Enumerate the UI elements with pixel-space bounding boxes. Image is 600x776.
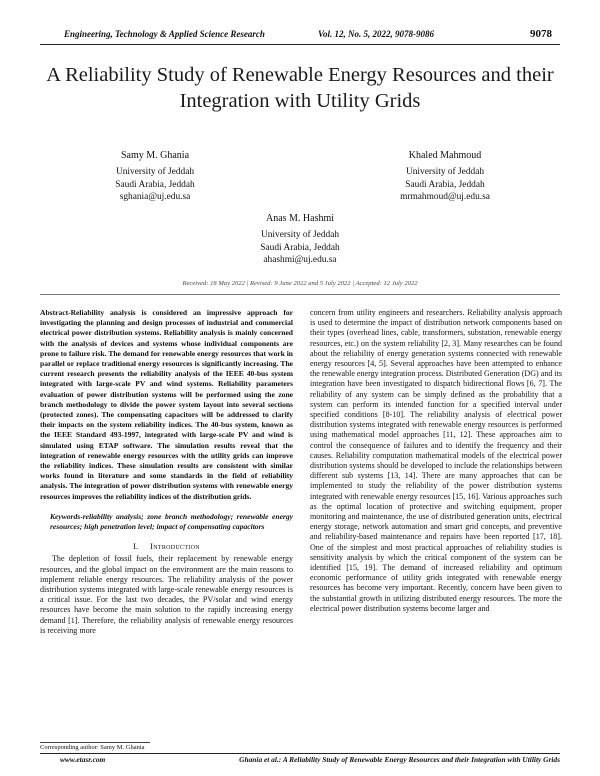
intro-continued: concern from utility engineers and researchers. Reliability analysis approach is used to determine the impact of distribution network components based on their types (overhead lines, cable, transformers, substation, renewable energy resources, etc.) on the system reliability [2, 3]. Many researches can be found about the reliability of energy generation systems connected with renewable energy resources [4, 5]. Several approaches have been attempted to enhance the renewable energy integration process. Distributed Generation (DG) and its integration have been investigated to dispatch bidirectional flows [6, 7]. The reliability of any system can be simply defined as the probability that a system can perform its intended function for a specified interval under specified conditions [8-10]. The reliability analysis of electrical power distribution systems integrated with renewable energy resources is performed using mathematical model approaches [11, 12]. These approaches aim to control the consequence of failures and to identify the frequency and their causes. Reliability computation mathematical models of the electrical power distribution systems should be developed to include the relationships between different sub systems [13, 14]. There are many approaches that can be implemented to study the reliability of the power distribution systems integrated with renewable energy resources [15, 16]. Various approaches such as the optimal location of protective and switching equipment, proper monitoring and maintenance, the use of distributed generation units, electrical energy storage, network automation and smart grid concepts, and preventive and reliability-based maintenance and repairs have been reported [17, 18]. One of the simplest and most practical approaches of reliability studies is sensitivity analysis by which the critical component of the system can be identified [15, 19]. The demand of increased reliability and optimum economic performance of utility grids integrated with renewable energy resources has become very important. Recently, concern have been given to the substantial growth in utilizing distributed energy resources. The more the electrical power distribution systems become larger and [310,308,562,613]
author-location: Saudi Arabia, Jeddah [260,242,340,253]
section-number: I. [133,541,139,552]
author-location: Saudi Arabia, Jeddah [115,179,195,190]
author-name: Anas M. Hashmi [265,213,335,224]
author-affiliation: University of Jeddah [260,230,340,241]
intro-paragraph: The depletion of fossil fuels, their replacement by renewable energy resources, and the global impact on the environment are the main reasons to implement reliable energy resources. The reliability analysis of the power distribution systems integrated with large-scale renewable energy resources is a critical issue. For the last two decades, the PV/solar and wind energy resources have become the main solution to the rapidly increasing energy demand [1]. Therefore, the reliability analysis of renewable energy resources is receiving more [40,554,293,635]
right-column [310,308,562,614]
author-email: sghania@uj.edu.sa [119,191,191,202]
author-block [370,150,520,203]
author-block [80,150,230,203]
header-divider [40,44,560,45]
author-affiliation: University of Jeddah [115,167,195,178]
author-email: ahashmi@uj.edu.sa [263,254,337,265]
journal-website: www.etasr.com [60,755,106,764]
section-heading [40,541,293,551]
section-title: Introduction [150,541,200,552]
keywords: Keywords-reliability analysis; zone branch methodology; renewable energy resources; high penetration level; impact of compensating capacitors [50,511,293,532]
footer-divider [40,753,560,754]
footer-citation: Ghania et al.: A Reliability Study of Renewable Energy Resources and their Integration with Utility Grids [239,755,560,764]
author-affiliation: University of Jeddah [405,167,485,178]
volume-info: Vol. 12, No. 5, 2022, 9078-9086 [318,29,435,39]
abstract: Abstract-Reliability analysis is considered an impressive approach for investigating the planning and design processes of industrial and commercial electrical power distribution systems. Reliability analysis is mainly concerned with the analysis of devices and systems whose individual components are prone to failure risk. The demand for renewable energy resources that work in parallel or replace traditional energy resources is significantly increasing. The current research presents the reliability analysis of the IEEE 40-bus system integrated with large-scale PV and wind systems. Reliability parameters evaluation of power distribution systems will be performed using the zone branch methodology to divide the power system layout into several sections (protected zones). The compensating capacitors will be addressed to clarify their impacts on the system reliability indices. The 40-bus system, known as the IEEE Standard 493-1997, integrated with large-scale PV and wind is simulated using ETAP software. The simulation results reveal that the integration of renewable energy resources with the utility grids can improve the reliability indices. These simulation results are consistent with similar works found in literature and some standards in the field of reliability analysis. The integration of power distribution systems with renewable energy resources improves the reliability indices of the distribution grids. [40,308,293,501]
left-column [40,308,293,636]
author-name: Samy M. Ghania [120,150,190,161]
author-name: Khaled Mahmoud [408,150,482,161]
footnote-divider [40,742,150,743]
dates-divider [40,294,560,295]
author-block [225,213,375,266]
journal-name: Engineering, Technology & Applied Science Research [64,29,265,39]
submission-dates: Received: 18 May 2022 | Revised: 9 June 2022 and 5 July 2022 | Accepted: 12 July 2022 [182,280,418,287]
corresponding-author-note: Corresponding author: Samy M. Ghania [40,744,145,751]
page-number: 9078 [530,28,552,40]
author-location: Saudi Arabia, Jeddah [405,179,485,190]
running-header [40,29,560,43]
author-email: mrmahmoud@uj.edu.sa [400,191,490,202]
paper-title: A Reliability Study of Renewable Energy Resources and their Integration with Utility Grids [46,64,554,112]
